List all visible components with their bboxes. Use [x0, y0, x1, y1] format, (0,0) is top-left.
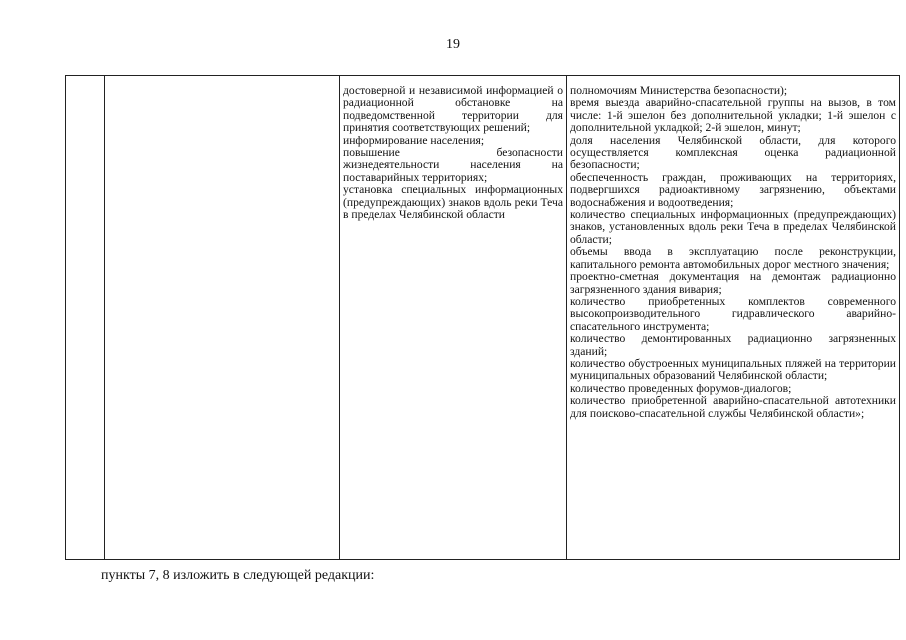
table-row	[66, 76, 900, 560]
tasks-cell	[340, 76, 567, 560]
indicator-item: количество приобретенной аварийно-спасательной автотехники для поисково-спасательной службы Челябинской области»;	[570, 394, 896, 420]
task-item: установка специальных информационных (предупреждающих) знаков вдоль реки Теча в пределах Челябинской области	[343, 183, 563, 222]
indicator-item: полномочиям Министерства безопасности);	[570, 84, 788, 97]
indicator-item: количество приобретенных комплектов современного высокопроизводительного гидравлического аварийно-спасательного инструмента;	[570, 294, 896, 333]
indicators-cell	[567, 76, 900, 560]
number-cell	[66, 76, 105, 560]
indicator-item: проектно-сметная документация на демонтаж радиационно загрязненного здания вивария;	[570, 270, 896, 296]
name-cell	[105, 76, 340, 560]
indicator-item: количество проведенных форумов-диалогов;	[570, 381, 792, 395]
indicator-item: количество обустроенных муниципальных пляжей на территории муниципальных образований Челябинской области;	[570, 356, 896, 383]
program-table	[65, 75, 900, 560]
indicator-item: время выезда аварийно-спасательной группы на вызов, в том числе: 1-й эшелон без дополнительной укладки; 1-й эшелон с дополнительной укладкой; 2-й эшелон, минут;	[570, 96, 896, 135]
indicator-item: количество специальных информационных (предупреждающих) знаков, установленных вдоль реки Теча в пределах Челябинской области;	[570, 208, 896, 246]
indicator-item: доля населения Челябинской области, для которого осуществляется комплексная оценка радиационной безопасности;	[570, 133, 896, 172]
indicator-item: объемы ввода в эксплуатацию после реконструкции, капитального ремонта автомобильных дорог местного значения;	[570, 245, 896, 271]
indicator-item: количество демонтированных радиационно загрязненных зданий;	[570, 332, 896, 358]
instruction-text: пункты 7, 8 изложить в следующей редакции:	[101, 568, 375, 583]
task-item: достоверной и независимой информацией о радиационной обстановке на подведомственной территории для принятия соответствующих решений;	[343, 84, 563, 135]
indicator-item: обеспеченность граждан, проживающих на территориях, подвергшихся радиоактивному загрязнению, объектами водоснабжения и водоотведения;	[570, 170, 896, 209]
task-item: информирование населения;	[343, 133, 485, 147]
page-number: 19	[446, 37, 460, 52]
task-item: повышение безопасности жизнедеятельности населения на поставарийных территориях;	[343, 146, 563, 184]
